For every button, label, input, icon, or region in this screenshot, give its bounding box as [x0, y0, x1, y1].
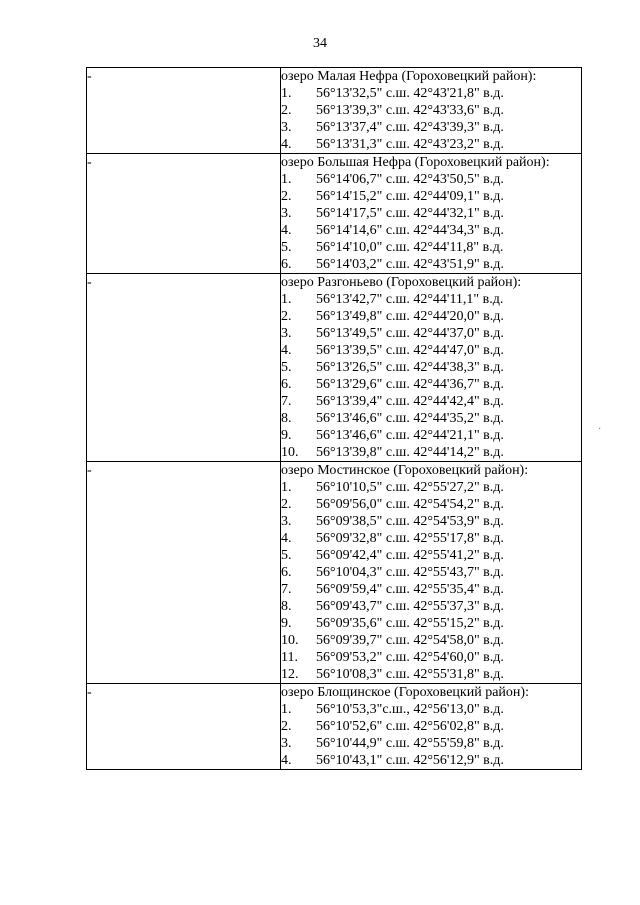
coordinate-item [281, 188, 581, 205]
coordinate-value: 56°13'49,5" с.ш. 42°44'37,0" в.д. [316, 326, 504, 341]
coordinate-item [281, 256, 581, 273]
coordinate-item [281, 718, 581, 735]
coordinate-number: 1. [281, 172, 292, 187]
coordinate-item [281, 359, 581, 376]
coordinate-item [281, 119, 581, 136]
coordinate-value: 56°13'39,4" с.ш. 42°44'42,4" в.д. [316, 394, 504, 409]
coordinate-number: 6. [281, 257, 292, 272]
coordinate-number: 2. [281, 497, 292, 512]
coordinate-value: 56°10'04,3" с.ш. 42°55'43,7" в.д. [316, 565, 504, 580]
coordinate-value: 56°13'31,3" с.ш. 42°43'23,2" в.д. [316, 137, 504, 152]
coordinate-item [281, 649, 581, 666]
coordinate-value: 56°10'44,9" с.ш. 42°55'59,8" в.д. [316, 736, 504, 751]
coordinate-number: 3. [281, 120, 292, 135]
coordinate-value: 56°09'39,7" с.ш. 42°54'58,0" в.д. [316, 633, 504, 648]
coordinate-value: 56°10'52,6" с.ш. 42°56'02,8" в.д. [316, 719, 504, 734]
coordinate-item [281, 171, 581, 188]
lake-cell [281, 684, 582, 770]
coordinate-item [281, 102, 581, 119]
coordinate-value: 56°14'06,7" с.ш. 42°43'50,5" в.д. [316, 172, 504, 187]
coordinate-value: 56°13'32,5" с.ш. 42°43'21,8" в.д. [316, 86, 504, 101]
coordinate-item [281, 666, 581, 683]
margin-mark: · [598, 424, 602, 435]
coordinate-item [281, 136, 581, 153]
coordinate-value: 56°09'32,8" с.ш. 42°55'17,8" в.д. [316, 531, 504, 546]
coordinate-item [281, 615, 581, 632]
coordinate-item [281, 581, 581, 598]
lake-cell [281, 154, 582, 274]
coordinate-value: 56°13'29,6" с.ш. 42°44'36,7" в.д. [316, 377, 504, 392]
coordinate-number: 4. [281, 343, 292, 358]
coordinate-number: 9. [281, 616, 292, 631]
coordinate-number: 1. [281, 86, 292, 101]
coordinate-value: 56°10'53,3"с.ш., 42°56'13,0" в.д. [316, 702, 504, 717]
coordinate-item [281, 547, 581, 564]
coordinate-item [281, 479, 581, 496]
coordinate-item [281, 308, 581, 325]
coordinate-value: 56°09'59,4" с.ш. 42°55'35,4" в.д. [316, 582, 504, 597]
table-row [87, 684, 582, 770]
coordinate-value: 56°10'08,3" с.ш. 42°55'31,8" в.д. [316, 667, 504, 682]
coordinate-item [281, 325, 581, 342]
coordinate-value: 56°09'35,6" с.ш. 42°55'15,2" в.д. [316, 616, 504, 631]
coordinate-item [281, 752, 581, 769]
coordinate-item [281, 222, 581, 239]
coordinate-item [281, 410, 581, 427]
coordinate-value: 56°14'15,2" с.ш. 42°44'09,1" в.д. [316, 189, 504, 204]
coordinate-number: 9. [281, 428, 292, 443]
coordinate-value: 56°13'46,6" с.ш. 42°44'35,2" в.д. [316, 411, 504, 426]
lake-cell [281, 462, 582, 684]
coordinate-number: 3. [281, 514, 292, 529]
coordinate-value: 56°13'37,4" с.ш. 42°43'39,3" в.д. [316, 120, 504, 135]
table-row [87, 154, 582, 274]
coordinate-number: 10. [281, 445, 299, 460]
coordinate-item [281, 701, 581, 718]
coordinate-item [281, 342, 581, 359]
coordinate-value: 56°13'42,7" с.ш. 42°44'11,1" в.д. [316, 292, 504, 307]
coordinate-value: 56°09'38,5" с.ш. 42°54'53,9" в.д. [316, 514, 504, 529]
coordinate-item [281, 85, 581, 102]
coordinate-value: 56°10'43,1" с.ш. 42°56'12,9" в.д. [316, 753, 504, 768]
coordinate-item [281, 598, 581, 615]
row-dash: - [87, 462, 281, 684]
coordinate-item [281, 530, 581, 547]
coordinate-number: 8. [281, 599, 292, 614]
row-dash: - [87, 154, 281, 274]
lake-cell [281, 68, 582, 154]
coordinate-value: 56°14'10,0" с.ш. 42°44'11,8" в.д. [316, 240, 504, 255]
coordinate-number: 11. [281, 650, 298, 665]
coordinate-number: 3. [281, 326, 292, 341]
coordinate-item [281, 444, 581, 461]
coordinate-number: 3. [281, 206, 292, 221]
coordinate-number: 6. [281, 377, 292, 392]
lake-title: озеро Блощинское (Гороховецкий район): [281, 685, 529, 700]
coordinate-number: 5. [281, 360, 292, 375]
coordinate-number: 2. [281, 189, 292, 204]
coordinate-value: 56°14'17,5" с.ш. 42°44'32,1" в.д. [316, 206, 504, 221]
coordinate-number: 6. [281, 565, 292, 580]
coordinate-item [281, 564, 581, 581]
coordinate-number: 5. [281, 240, 292, 255]
coordinate-number: 8. [281, 411, 292, 426]
coordinate-number: 10. [281, 633, 299, 648]
table-row [87, 462, 582, 684]
coordinate-item [281, 239, 581, 256]
coordinate-value: 56°13'49,8" с.ш. 42°44'20,0" в.д. [316, 309, 504, 324]
coordinate-item [281, 376, 581, 393]
row-dash: - [87, 684, 281, 770]
coordinate-number: 4. [281, 531, 292, 546]
coordinate-number: 4. [281, 753, 292, 768]
coordinate-item [281, 735, 581, 752]
coordinate-item [281, 427, 581, 444]
coordinate-number: 1. [281, 702, 292, 717]
lake-title: озеро Разгоньево (Гороховецкий район): [281, 275, 522, 290]
lake-title: озеро Малая Нефра (Гороховецкий район): [281, 69, 537, 84]
lake-cell [281, 274, 582, 462]
row-dash: - [87, 68, 281, 154]
coordinate-number: 2. [281, 309, 292, 324]
coordinate-value: 56°09'43,7" с.ш. 42°55'37,3" в.д. [316, 599, 504, 614]
lake-title: озеро Большая Нефра (Гороховецкий район): [281, 155, 550, 170]
coordinate-value: 56°10'10,5" с.ш. 42°55'27,2" в.д. [316, 480, 504, 495]
page-number: 34 [313, 36, 327, 51]
coordinate-value: 56°09'42,4" с.ш. 42°55'41,2" в.д. [316, 548, 504, 563]
coordinate-number: 3. [281, 736, 292, 751]
coordinate-item [281, 291, 581, 308]
coordinate-value: 56°09'56,0" с.ш. 42°54'54,2" в.д. [316, 497, 504, 512]
coordinate-item [281, 513, 581, 530]
coordinate-value: 56°13'39,5" с.ш. 42°44'47,0" в.д. [316, 343, 504, 358]
coordinate-value: 56°14'03,2" с.ш. 42°43'51,9" в.д. [316, 257, 504, 272]
coordinate-number: 7. [281, 582, 292, 597]
lakes-table [86, 67, 582, 770]
table-row [87, 68, 582, 154]
coordinate-item [281, 632, 581, 649]
coordinate-value: 56°13'26,5" с.ш. 42°44'38,3" в.д. [316, 360, 504, 375]
coordinate-number: 7. [281, 394, 292, 409]
coordinate-number: 2. [281, 719, 292, 734]
coordinate-number: 1. [281, 480, 292, 495]
coordinate-item [281, 393, 581, 410]
coordinate-value: 56°13'39,3" с.ш. 42°43'33,6" в.д. [316, 103, 504, 118]
coordinate-value: 56°13'39,8" с.ш. 42°44'14,2" в.д. [316, 445, 504, 460]
coordinate-number: 4. [281, 223, 292, 238]
coordinate-number: 2. [281, 103, 292, 118]
coordinate-value: 56°09'53,2" с.ш. 42°54'60,0" в.д. [316, 650, 504, 665]
coordinate-value: 56°14'14,6" с.ш. 42°44'34,3" в.д. [316, 223, 504, 238]
table-row [87, 274, 582, 462]
coordinate-item [281, 496, 581, 513]
coordinate-number: 4. [281, 137, 292, 152]
lake-title: озеро Мостинское (Гороховецкий район): [281, 463, 529, 478]
coordinate-number: 5. [281, 548, 292, 563]
coordinate-number: 1. [281, 292, 292, 307]
coordinate-value: 56°13'46,6" с.ш. 42°44'21,1" в.д. [316, 428, 504, 443]
coordinate-item [281, 205, 581, 222]
coordinate-number: 12. [281, 667, 299, 682]
row-dash: - [87, 274, 281, 462]
